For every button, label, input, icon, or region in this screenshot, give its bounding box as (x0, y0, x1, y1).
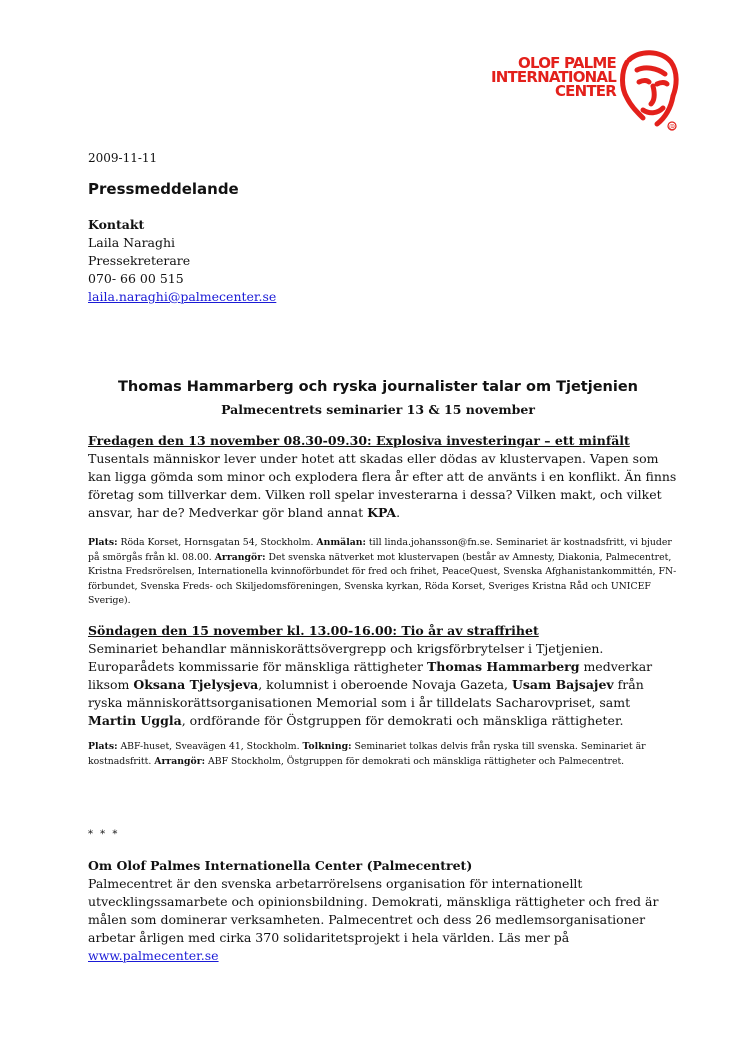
contact-email-link[interactable]: laila.naraghi@palmecenter.se (88, 289, 277, 304)
about-heading: Om Olof Palmes Internationella Center (Palmecentret) (88, 858, 473, 873)
logo-line-3: CENTER (554, 82, 616, 100)
event-1-section (88, 432, 678, 522)
logo-line-1: OLOF PALME (518, 54, 616, 72)
event-2-body: Seminariet behandlar människorättsövergrepp och krigsförbrytelser i Tjetjenien. Europarådets kommissarie för mänskliga rättigheter Thomas Hammarberg medverkar liksom Oksana Tjelysjeva, kolumnist i oberoende Novaja Gazeta, Usam Bajsajev från ryska människorättsorganisationen Memorial som i år tilldelats Sacharovpriset, samt Martin Uggla, ordförande för Östgruppen för demokrati och mänskliga rättigheter. (88, 641, 653, 728)
event-1-bold-kpa: KPA (367, 505, 397, 520)
event-1-details: Plats: Röda Korset, Hornsgatan 54, Stockholm. Anmälan: till linda.johansson@fn.se. Seminariet är kostnadsfritt, vi bjuder på smörgås från kl. 08.00. Arrangör: Det svenska nätverket mot klustervapen (består av Amnesty, Diakonia, Palmecentret, Kristna Fredsrörelsen, Internationella kvinnoförbundet för fred och frihet, PeaceQuest, Svenska Afghanistankommittén, FN-förbundet, Svenska Freds- och Skiljedomsföreningen, Svenska kyrkan, Röda Korset, Sveriges Kristna Råd och UNICEF Sverige). (88, 537, 677, 606)
press-release-title: Thomas Hammarberg och ryska journalister talar om Tjetjenien (118, 379, 638, 395)
document-type-heading: Pressmeddelande (88, 180, 239, 198)
section-separator: * * * (88, 829, 120, 840)
website-link[interactable]: www.palmecenter.se (88, 948, 219, 963)
event-2-section (88, 622, 678, 730)
contact-block (88, 216, 276, 306)
logo-wordmark (470, 56, 616, 98)
press-release-subtitle: Palmecentrets seminarier 13 & 15 november (221, 402, 535, 417)
about-section (88, 857, 678, 965)
logo-line-2: INTERNATIONAL (490, 68, 616, 86)
about-body: Palmecentret är den svenska arbetarrörelsens organisation för internationellt utvecklingssamarbete och opinionsbildning. Demokrati, mänskliga rättigheter och fred är målen som dominerar verksamheten. Palmecentret och dess 26 medlemsorganisationer arbetar årligen med cirka 370 solidaritetsprojekt i hela världen. Läs mer på www.palmecenter.se (88, 876, 659, 963)
event-2-heading: Söndagen den 15 november kl. 13.00-16.00: Tio år av straffrihet (88, 623, 539, 638)
contact-heading: Kontakt (88, 217, 145, 232)
event-1-body: Tusentals människor lever under hotet att skadas eller dödas av klustervapen. Vapen som kan ligga gömda som minor och explodera flera år efter att de använts i en konflikt. Än finns företag som tillverkar dem. Vilken roll spelar investerarna i dessa? Vilken makt, och vilket ansvar, har de? Medverkar gör bland annat KPA. (88, 451, 677, 520)
organization-logo (470, 48, 680, 138)
olof-palme-portrait-icon (615, 48, 681, 134)
event-1-heading: Fredagen den 13 november 08.30-09.30: Explosiva investeringar – ett minfält (88, 433, 630, 448)
press-release-date: 2009-11-11 (88, 151, 158, 165)
svg-text:@: @ (669, 123, 675, 131)
contact-role: Pressekreterare (88, 253, 191, 268)
contact-phone: 070- 66 00 515 (88, 271, 184, 286)
event-2-details: Plats: ABF-huset, Sveavägen 41, Stockholm. Tolkning: Seminariet tolkas delvis från ryska till svenska. Seminariet är kostnadsfritt. Arrangör: ABF Stockholm, Östgruppen för demokrati och mänskliga rättigheter och Palmecentret. (88, 741, 646, 767)
contact-name: Laila Naraghi (88, 235, 176, 250)
